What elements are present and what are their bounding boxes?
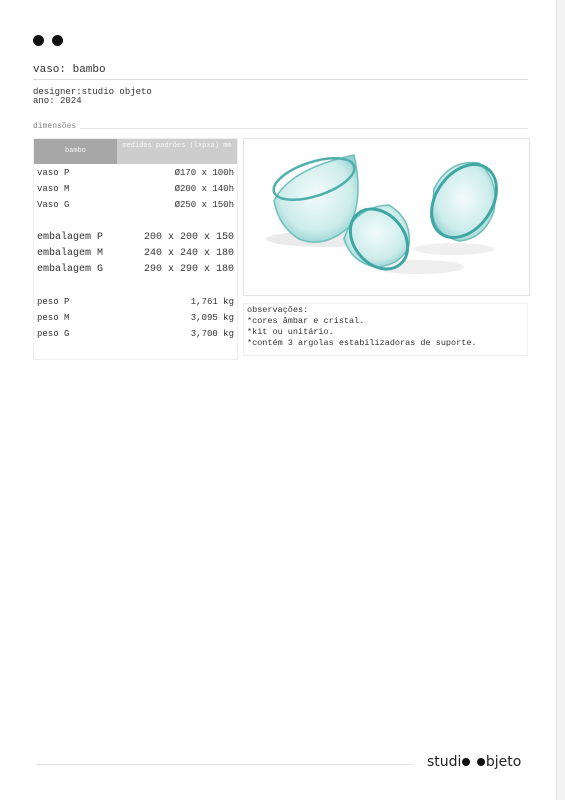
observations-box (243, 303, 528, 356)
scrollbar[interactable] (556, 0, 565, 800)
row-label: peso G (37, 329, 70, 339)
row-value: 240 x 240 x 180 (143, 248, 234, 259)
table-row (34, 197, 237, 213)
table-header-measures: medidas padrões (lxpxa) mm (117, 139, 237, 164)
table-row (34, 294, 237, 310)
year-line: ano: 2024 (33, 96, 82, 106)
table-row (34, 310, 237, 326)
brand-text-2: bjeto (485, 754, 522, 770)
section-divider (33, 128, 528, 129)
product-title: vaso: bambo (33, 64, 528, 80)
product-meta (33, 88, 152, 106)
table-row (34, 181, 237, 197)
dimensions-section-header (33, 122, 528, 134)
row-label: vaso M (37, 184, 70, 194)
brand-logo (427, 754, 521, 770)
observation-item: *contém 3 argolas estabilizadoras de suporte. (247, 338, 477, 348)
dimensions-table (33, 138, 238, 360)
logo-dot (33, 35, 44, 46)
row-value: 200 x 200 x 150 (143, 232, 234, 243)
observation-item: *cores âmbar e cristal. (247, 316, 365, 326)
table-row (34, 246, 237, 262)
glass-bowls-image (244, 139, 529, 295)
brand-text-1: studi (427, 754, 462, 770)
logo-dots (33, 33, 71, 51)
row-value: 3,095 kg (190, 313, 234, 323)
packaging-group (34, 230, 237, 278)
row-label: embalagem P (37, 232, 104, 243)
designer-line: designer:studio objeto (33, 87, 152, 97)
weights-group (34, 294, 237, 342)
row-value: Ø170 x 100h (174, 168, 234, 178)
row-value: 1,761 kg (190, 297, 234, 307)
table-row (34, 262, 237, 278)
row-label: embalagem G (37, 264, 104, 275)
table-header-product: bambo (34, 139, 117, 164)
row-label: peso M (37, 313, 70, 323)
footer-divider (36, 764, 414, 765)
row-label: Vaso G (37, 200, 70, 210)
table-row (34, 326, 237, 342)
row-value: 3,700 kg (190, 329, 234, 339)
row-label: vaso P (37, 168, 70, 178)
row-value: Ø250 x 150h (174, 200, 234, 210)
brand-dot (477, 758, 485, 766)
product-photo (243, 138, 530, 296)
row-label: peso P (37, 297, 70, 307)
table-row (34, 165, 237, 181)
row-value: Ø200 x 140h (174, 184, 234, 194)
table-header (34, 139, 237, 164)
logo-dot (52, 35, 63, 46)
observation-item: *kit ou unitário. (247, 327, 334, 337)
row-value: 290 x 290 x 180 (143, 264, 234, 275)
sizes-group (34, 165, 237, 213)
observations-title: observações: (247, 305, 309, 315)
row-label: embalagem M (37, 248, 104, 259)
brand-dot (462, 758, 470, 766)
table-row (34, 230, 237, 246)
section-label: dimensões (33, 122, 80, 131)
